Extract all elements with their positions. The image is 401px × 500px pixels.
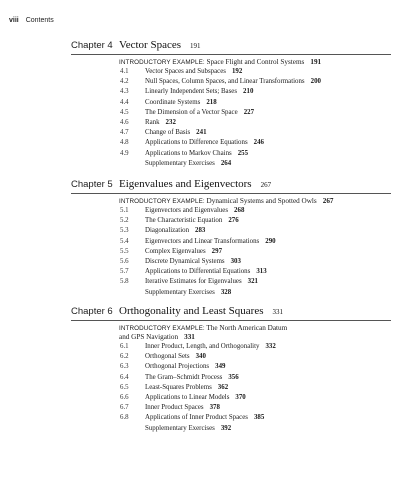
introductory-example[interactable]: INTRODUCTORY EXAMPLE: The North American Datum and GPS Navigation 331 <box>119 324 288 341</box>
page-number-roman: viii <box>9 17 19 24</box>
chapter-page: 191 <box>190 42 201 50</box>
section-entry[interactable]: 6.4 The Gram–Schmidt Process 356 <box>120 373 239 381</box>
supplementary-entry[interactable]: Supplementary Exercises 264 <box>145 159 232 167</box>
chapter-page: 267 <box>260 181 272 189</box>
page-header <box>9 17 54 24</box>
section-entry[interactable]: 4.7 Change of Basis 241 <box>120 129 207 137</box>
section-entry[interactable]: 5.1 Eigenvectors and Eigenvalues 268 <box>120 207 245 214</box>
section-entry[interactable]: 5.2 The Characteristic Equation 276 <box>120 217 239 225</box>
section-entry[interactable]: 4.9 Applications to Markov Chains 255 <box>120 149 249 157</box>
chapter-heading <box>0 37 401 53</box>
section-entry[interactable]: 4.3 Linearly Independent Sets; Bases 210 <box>120 88 254 96</box>
section-entry[interactable]: 4.5 The Dimension of a Vector Space 227 <box>120 108 255 116</box>
chapter-label: Chapter 4 <box>71 40 113 51</box>
section-entry[interactable]: 6.7 Inner Product Spaces 378 <box>120 404 220 412</box>
chapter-rule <box>71 320 391 321</box>
supplementary-entry[interactable]: Supplementary Exercises 328 <box>145 288 232 296</box>
section-entry[interactable]: 5.8 Iterative Estimates for Eigenvalues 321 <box>120 278 258 286</box>
chapter-6-block <box>0 303 401 432</box>
chapter-heading <box>0 303 401 319</box>
section-entry[interactable]: 6.3 Orthogonal Projections 349 <box>120 363 226 371</box>
chapter-heading <box>0 176 401 192</box>
section-entry[interactable]: 6.8 Applications of Inner Product Spaces 385 <box>120 414 265 422</box>
section-entry[interactable]: 5.6 Discrete Dynamical Systems 303 <box>120 257 241 265</box>
section-entry[interactable]: 6.1 Inner Product, Length, and Orthogonality 332 <box>120 343 276 350</box>
chapter-title[interactable]: Vector Spaces 191 <box>119 39 201 51</box>
section-entry[interactable]: 5.7 Applications to Differential Equations 313 <box>120 268 267 276</box>
chapter-label: Chapter 5 <box>71 179 113 190</box>
introductory-example[interactable]: INTRODUCTORY EXAMPLE: Dynamical Systems and Spotted Owls 267 <box>119 197 334 205</box>
chapter-4-block <box>0 37 401 167</box>
section-entry[interactable]: 4.6 Rank 232 <box>120 118 176 126</box>
section-entry[interactable]: 5.5 Complex Eigenvalues 297 <box>120 247 223 255</box>
chapter-label: Chapter 6 <box>71 306 113 317</box>
section-entry[interactable]: 6.6 Applications to Linear Models 370 <box>120 393 246 401</box>
section-list <box>0 342 401 434</box>
section-entry[interactable]: 6.5 Least-Squares Problems 362 <box>120 383 229 391</box>
chapter-rule <box>71 193 391 194</box>
chapter-5-block <box>0 176 401 296</box>
chapter-title[interactable]: Orthogonality and Least Squares 331 <box>119 305 283 317</box>
section-entry[interactable]: 4.2 Null Spaces, Column Spaces, and Linear Transformations 200 <box>120 78 321 86</box>
section-list <box>0 67 401 169</box>
introductory-example[interactable]: INTRODUCTORY EXAMPLE: Space Flight and Control Systems 191 <box>119 58 322 66</box>
supplementary-entry[interactable]: Supplementary Exercises 392 <box>145 424 232 432</box>
section-entry[interactable]: 6.2 Orthogonal Sets 340 <box>120 353 206 361</box>
section-entry[interactable]: 5.3 Diagonalization 283 <box>120 227 206 235</box>
section-entry[interactable]: 4.1 Vector Spaces and Subspaces 192 <box>120 68 243 75</box>
section-entry[interactable]: 4.8 Applications to Difference Equations 246 <box>120 139 264 147</box>
chapter-page: 331 <box>272 308 283 316</box>
section-entry[interactable]: 4.4 Coordinate Systems 218 <box>120 98 217 106</box>
chapter-title[interactable]: Eigenvalues and Eigenvectors 267 <box>119 178 272 190</box>
section-list <box>0 206 401 298</box>
chapter-rule <box>71 54 391 55</box>
section-entry[interactable]: 5.4 Eigenvectors and Linear Transformations 290 <box>120 237 276 245</box>
running-head: Contents <box>25 17 54 24</box>
